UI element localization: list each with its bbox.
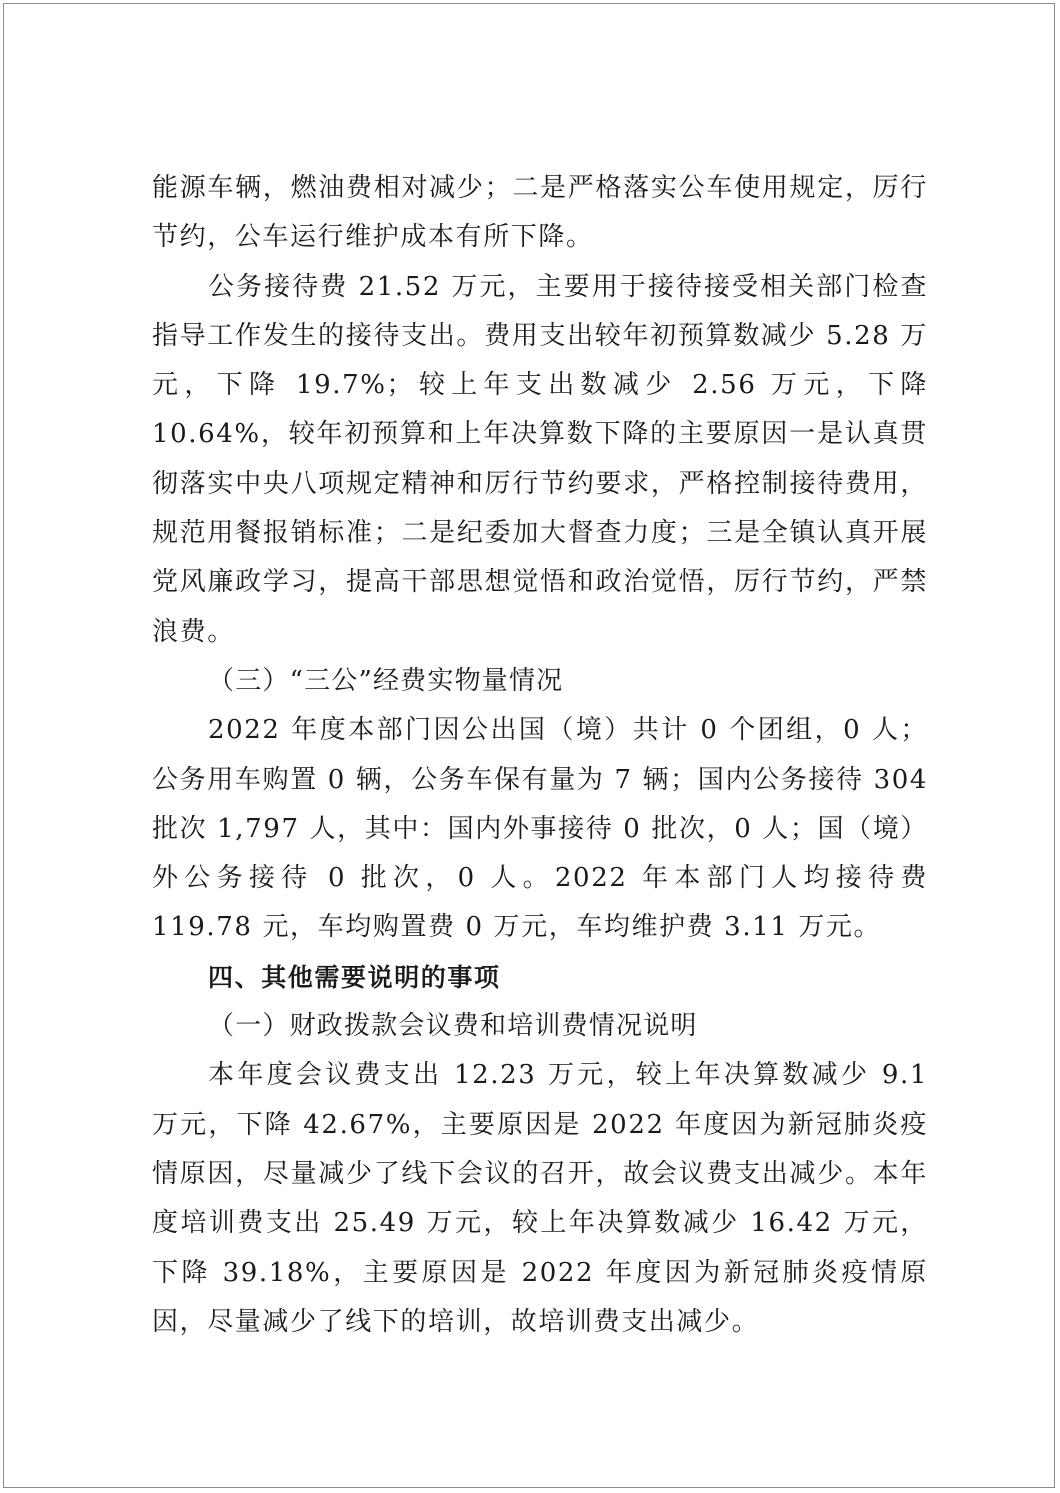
paragraph-vehicle-continuation: 能源车辆，燃油费相对减少；二是严格落实公车使用规定，厉行节约，公车运行维护成本有所下降。 — [152, 173, 928, 253]
document-page — [3, 3, 1055, 1488]
paragraph-meeting-training-details: 本年度会议费支出 12.23 万元，较上年决算数减少 9.1 万元，下降 42.67%，主要原因是 2022 年度因为新冠肺炎疫情原因，尽量减少了线下会议的召开，故会议费支出减少。本年度培训费支出 25.49 万元，较上年决算数减少 16.42 万元，下降 39.18%，主要原因是 2022 年度因为新冠肺炎疫情原因，尽量减少了线下的培训，故培训费支出减少。 — [152, 1060, 928, 1337]
heading-meeting-training-fees: （一）财政拨款会议费和培训费情况说明 — [208, 1011, 698, 1042]
paragraph-quantity-details: 2022 年度本部门因公出国（境）共计 0 个团组，0 人；公务用车购置 0 辆，公务车保有量为 7 辆；国内公务接待 304 批次 1,797 人，其中：国内外事接待 0 批次，0 人；国（境）外公务接待 0 批次，0 人。2022 年本部门人均接待费 119.78 元，车均购置费 0 万元，车均维护费 3.11 万元。 — [152, 715, 928, 943]
heading-other-matters: 四、其他需要说明的事项 — [208, 962, 501, 992]
heading-three-public-quantity: （三）“三公”经费实物量情况 — [208, 665, 564, 696]
document-body — [152, 164, 928, 1347]
paragraph-reception-expense: 公务接待费 21.52 万元，主要用于接待接受相关部门检查指导工作发生的接待支出。费用支出较年初预算数减少 5.28 万元，下降 19.7%；较上年支出数减少 2.56 万元，下降 10.64%，较年初预算和上年决算数下降的主要原因一是认真贯彻落实中央八项规定精神和厉行节约要求，严格控制接待费用，规范用餐报销标准；二是纪委加大督查力度；三是全镇认真开展党风廉政学习，提高干部思想觉悟和政治觉悟，厉行节约，严禁浪费。 — [152, 271, 928, 647]
